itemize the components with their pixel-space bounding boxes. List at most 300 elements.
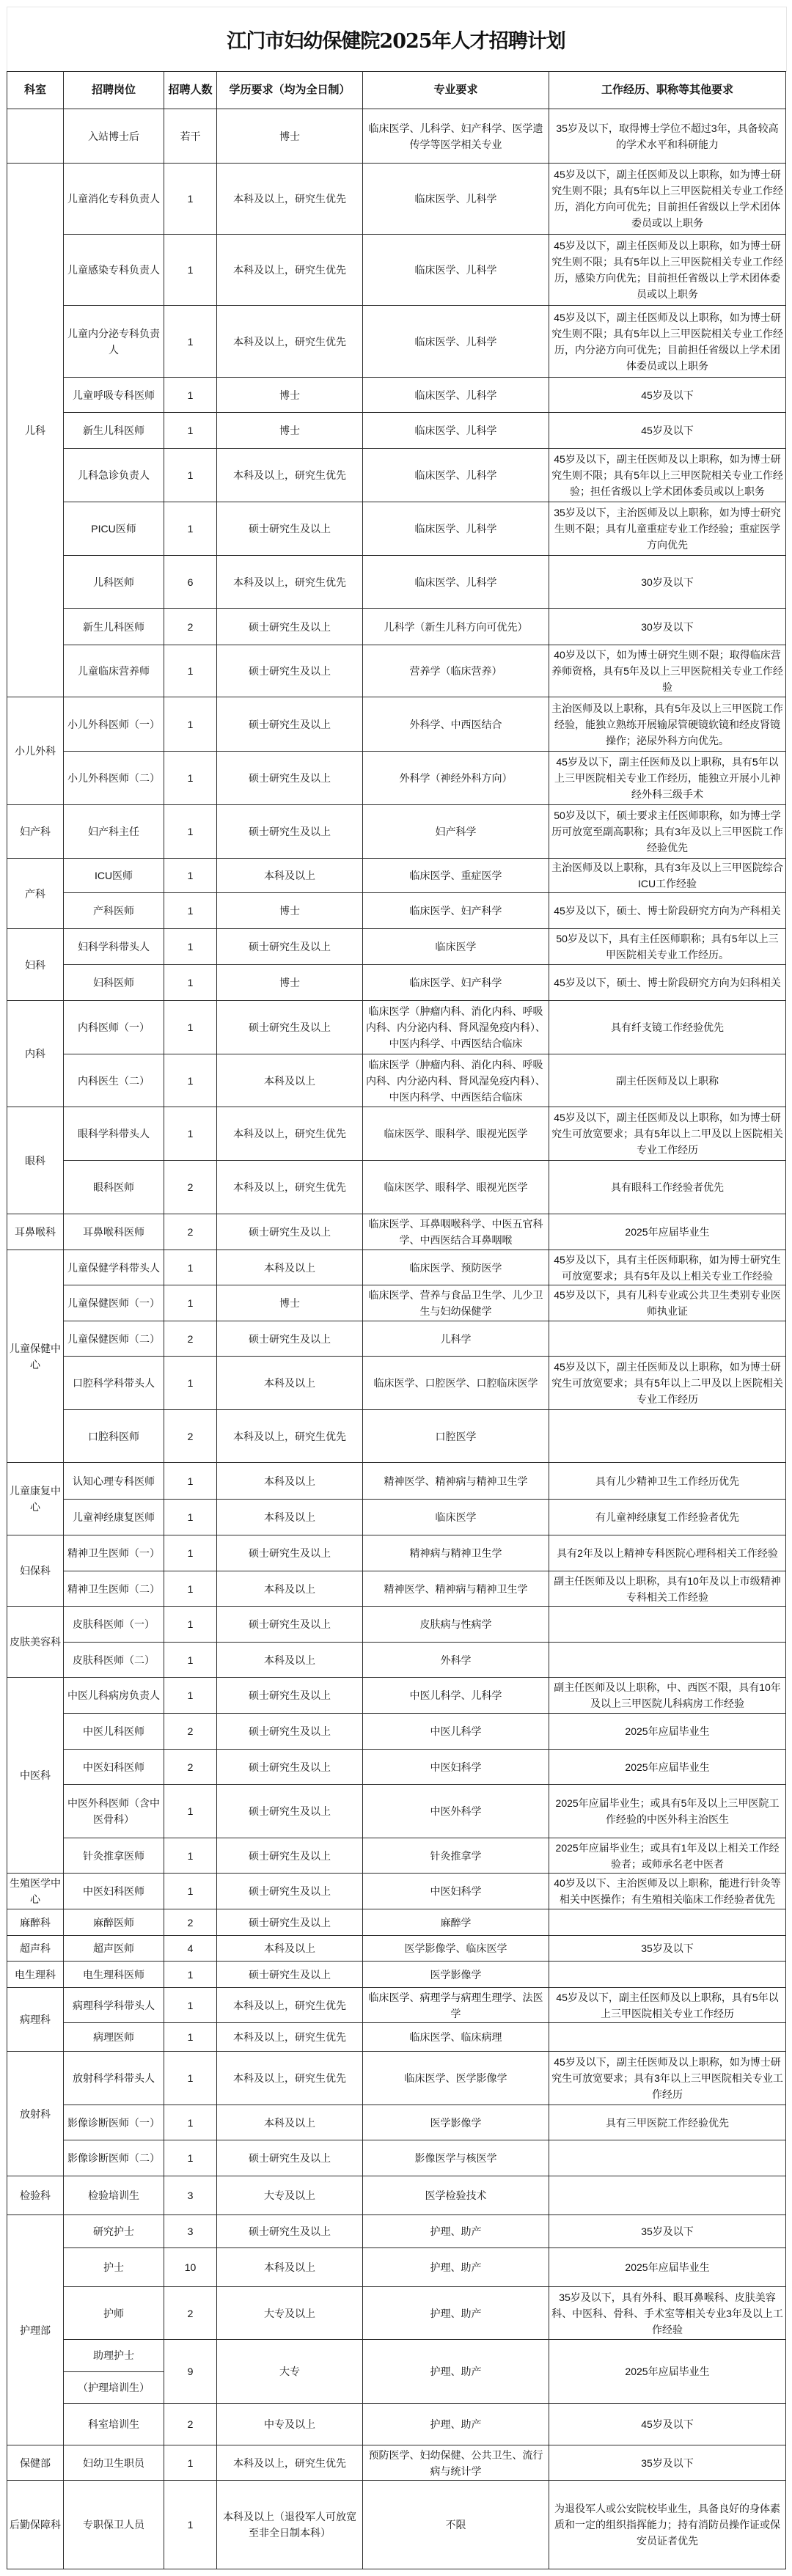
requirements-cell: 具有儿少精神卫生工作经历优先: [549, 1463, 786, 1500]
education-cell: 硕士研究生及以上: [217, 805, 363, 859]
education-cell: 硕士研究生及以上: [217, 1838, 363, 1874]
education-cell: 硕士研究生及以上: [217, 1214, 363, 1250]
major-cell: 临床医学（肿瘤内科、消化内科、呼吸内科、内分泌内科、肾风湿免疫内科）、中医内科学、中西医结合临床: [363, 1054, 549, 1107]
education-cell: 硕士研究生及以上: [217, 502, 363, 556]
education-cell: 大专及以上: [217, 2176, 363, 2215]
requirements-cell: 45岁及以下，具有儿科专业或公共卫生类别专业医师执业证: [549, 1285, 786, 1321]
count-cell: 2: [164, 2404, 217, 2445]
table-row: [7, 1107, 786, 1161]
table-row: [7, 378, 786, 413]
count-cell: 1: [164, 1785, 217, 1838]
education-cell: 大专: [217, 2340, 363, 2404]
major-cell: 精神病与精神卫生学: [363, 1535, 549, 1571]
major-cell: 临床医学、病理学与病理生理学、法医学: [363, 1988, 549, 2023]
count-cell: 1: [164, 1962, 217, 1988]
education-cell: 硕士研究生及以上: [217, 2215, 363, 2248]
position-cell: 儿童保健医师（二）: [64, 1321, 164, 1357]
table-row: [7, 893, 786, 929]
position-cell: 影像诊断医师（二）: [64, 2140, 164, 2176]
count-cell: 1: [164, 235, 217, 306]
position-cell: 麻醉医师: [64, 1909, 164, 1936]
education-cell: 本科及以上，研究生优先: [217, 164, 363, 235]
table-row: [7, 1535, 786, 1571]
position-cell: PICU医师: [64, 502, 164, 556]
count-cell: 2: [164, 609, 217, 645]
recruitment-table: [7, 71, 786, 2569]
education-cell: 本科及以上: [217, 1571, 363, 1607]
position-cell: 精神卫生医师（一）: [64, 1535, 164, 1571]
requirements-cell: 45岁及以下，副主任医师及以上职称，如为博士研究生则不限；具有5年以上三甲医院相关专业工作经历，消化方向可优先；目前担任省级以上学术团体委员或以上职务: [549, 164, 786, 235]
table-row: [7, 752, 786, 805]
education-cell: 硕士研究生及以上: [217, 1962, 363, 1988]
header-education: 学历要求（均为全日制）: [217, 72, 363, 109]
position-cell: 新生儿科医师: [64, 413, 164, 449]
major-cell: 影像医学与核医学: [363, 2140, 549, 2176]
position-cell: 研究护士: [64, 2215, 164, 2248]
header-major: 专业要求: [363, 72, 549, 109]
education-cell: 硕士研究生及以上: [217, 1321, 363, 1357]
count-cell: 1: [164, 1535, 217, 1571]
table-row: [7, 1988, 786, 2023]
education-cell: 硕士研究生及以上: [217, 2140, 363, 2176]
major-cell: 临床医学、重症医学: [363, 859, 549, 893]
education-cell: 本科及以上: [217, 1463, 363, 1500]
major-cell: 临床医学、儿科学: [363, 502, 549, 556]
position-cell: 护士: [64, 2248, 164, 2287]
table-row: [7, 235, 786, 306]
education-cell: 硕士研究生及以上: [217, 1750, 363, 1785]
table-row: [7, 2287, 786, 2340]
position-cell: 内科医生（二）: [64, 1054, 164, 1107]
major-cell: 口腔医学: [363, 1410, 549, 1463]
position-cell: 口腔科医师: [64, 1410, 164, 1463]
requirements-cell: [549, 2140, 786, 2176]
education-cell: 硕士研究生及以上: [217, 1001, 363, 1054]
requirements-cell: 45岁及以下: [549, 378, 786, 413]
count-cell: 1: [164, 1500, 217, 1535]
count-cell: 10: [164, 2248, 217, 2287]
table-row: [7, 1054, 786, 1107]
major-cell: 医学影像学、临床医学: [363, 1936, 549, 1962]
position-cell: 内科医师（一）: [64, 1001, 164, 1054]
major-cell: 临床医学、儿科学: [363, 306, 549, 378]
table-row: [7, 1714, 786, 1750]
major-cell: 临床医学、营养与食品卫生学、儿少卫生与妇幼保健学: [363, 1285, 549, 1321]
education-cell: 硕士研究生及以上: [217, 1535, 363, 1571]
major-cell: 外科学（神经外科方向）: [363, 752, 549, 805]
major-cell: 护理、助产: [363, 2215, 549, 2248]
major-cell: 临床医学（肿瘤内科、消化内科、呼吸内科、内分泌内科、肾风湿免疫内科）、中医内科学、中西医结合临床: [363, 1001, 549, 1054]
position-cell: 儿童消化专科负责人: [64, 164, 164, 235]
requirements-cell: 具有2年及以上精神专科医院心理科相关工作经验: [549, 1535, 786, 1571]
position-cell: 小儿外科医师（二）: [64, 752, 164, 805]
education-cell: 本科及以上: [217, 1643, 363, 1678]
major-cell: 针灸推拿学: [363, 1838, 549, 1874]
position-cell: 检验培训生: [64, 2176, 164, 2215]
education-cell: 本科及以上，研究生优先: [217, 2445, 363, 2481]
requirements-cell: 2025年应届毕业生: [549, 2340, 786, 2404]
count-cell: 1: [164, 2023, 217, 2052]
position-cell: 科室培训生: [64, 2404, 164, 2445]
requirements-cell: [549, 1607, 786, 1643]
department-cell: [7, 109, 64, 164]
table-row: [7, 109, 786, 164]
position-cell: 儿童保健学科带头人: [64, 1250, 164, 1285]
count-cell: 1: [164, 752, 217, 805]
education-cell: 大专及以上: [217, 2287, 363, 2340]
position-subtitle: （护理培训生）: [78, 2381, 150, 2393]
requirements-cell: 具有眼科工作经验者优先: [549, 1161, 786, 1214]
table-row: [7, 2481, 786, 2569]
table-row: [7, 1357, 786, 1410]
department-cell: 儿童保健中心: [7, 1250, 64, 1463]
requirements-cell: 副主任医师及以上职称，中、西医不限，具有10年及以上三甲医院儿科病房工作经验: [549, 1678, 786, 1714]
count-cell: 1: [164, 2445, 217, 2481]
requirements-cell: 2025年应届毕业生: [549, 2248, 786, 2287]
major-cell: 临床医学、医学影像学: [363, 2052, 549, 2105]
requirements-cell: 2025年应届毕业生；或具有5年及以上三甲医院工作经验的中医外科主治医生: [549, 1785, 786, 1838]
requirements-cell: 30岁及以下: [549, 556, 786, 609]
major-cell: 精神医学、精神病与精神卫生学: [363, 1463, 549, 1500]
education-cell: 博士: [217, 1285, 363, 1321]
education-cell: 本科及以上，研究生优先: [217, 2052, 363, 2105]
count-cell: 1: [164, 1250, 217, 1285]
count-cell: 1: [164, 893, 217, 929]
requirements-cell: 45岁及以下: [549, 413, 786, 449]
department-cell: 生殖医学中心: [7, 1874, 64, 1909]
table-row: [7, 1161, 786, 1214]
requirements-cell: 45岁及以下，副主任医师及以上职称，如为博士研究生则不限；具有5年以上三甲医院相关专业工作经历，内分泌方向可优先；目前担任省级以上学术团体委员或以上职务: [549, 306, 786, 378]
requirements-cell: [549, 1410, 786, 1463]
department-cell: 妇产科: [7, 805, 64, 859]
requirements-cell: 45岁及以下，副主任医师及以上职称，如为博士研究生可放宽要求；具有5年以上二甲及以上医院相关专业工作经历: [549, 1357, 786, 1410]
table-row: [7, 1500, 786, 1535]
requirements-cell: 2025年应届毕业生；或具有1年及以上相关工作经验者；或师承名老中医者: [549, 1838, 786, 1874]
education-cell: 本科及以上: [217, 2248, 363, 2287]
table-row: [7, 2140, 786, 2176]
requirements-cell: 45岁及以下: [549, 2404, 786, 2445]
major-cell: 中医儿科学: [363, 1714, 549, 1750]
position-cell: 妇科学科带头人: [64, 929, 164, 965]
count-cell: 2: [164, 1161, 217, 1214]
major-cell: 临床医学: [363, 929, 549, 965]
department-cell: 皮肤美容科: [7, 1607, 64, 1678]
major-cell: 中医儿科学、儿科学: [363, 1678, 549, 1714]
requirements-cell: [549, 2023, 786, 2052]
education-cell: 硕士研究生及以上: [217, 1874, 363, 1909]
position-cell: 儿童内分泌专科负责人: [64, 306, 164, 378]
position-cell: 儿童感染专科负责人: [64, 235, 164, 306]
count-cell: 1: [164, 2105, 217, 2140]
education-cell: 本科及以上，研究生优先: [217, 1107, 363, 1161]
table-row: [7, 1250, 786, 1285]
position-cell: 放射科学科带头人: [64, 2052, 164, 2105]
count-cell: 1: [164, 306, 217, 378]
table-row: [7, 1321, 786, 1357]
requirements-cell: 45岁及以下，副主任医师及以上职称，如为博士研究生则不限；具有5年以上三甲医院相关专业工作经验；担任省级以上学术团体委员或以上职务: [549, 449, 786, 502]
table-row: [7, 1750, 786, 1785]
department-cell: 超声科: [7, 1936, 64, 1962]
position-cell: 皮肤科医师（一）: [64, 1607, 164, 1643]
position-cell: 耳鼻喉科医师: [64, 1214, 164, 1250]
requirements-cell: 45岁及以下，硕士、博士阶段研究方向为妇科相关: [549, 965, 786, 1001]
count-cell: 1: [164, 929, 217, 965]
education-cell: 硕士研究生及以上: [217, 752, 363, 805]
major-cell: 医学影像学: [363, 2105, 549, 2140]
table-row: [7, 1678, 786, 1714]
education-cell: 博士: [217, 413, 363, 449]
major-cell: 精神医学、精神病与精神卫生学: [363, 1571, 549, 1607]
table-row: [7, 2023, 786, 2052]
department-cell: 儿童康复中心: [7, 1463, 64, 1535]
count-cell: 1: [164, 1678, 217, 1714]
requirements-cell: 35岁及以下: [549, 2215, 786, 2248]
table-row: [7, 1962, 786, 1988]
table-row: [7, 1571, 786, 1607]
count-cell: 2: [164, 1750, 217, 1785]
count-cell: 1: [164, 697, 217, 752]
department-cell: 妇保科: [7, 1535, 64, 1607]
education-cell: 硕士研究生及以上: [217, 697, 363, 752]
position-cell: 中医妇科医师: [64, 1874, 164, 1909]
position-cell: 儿童神经康复医师: [64, 1500, 164, 1535]
department-cell: 病理科: [7, 1988, 64, 2052]
major-cell: 护理、助产: [363, 2287, 549, 2340]
table-row: [7, 2404, 786, 2445]
header-requirements: 工作经历、职称等其他要求: [549, 72, 786, 109]
requirements-cell: 45岁及以下，副主任医师及以上职称，如为博士研究生则不限；具有5年以上三甲医院相关专业工作经历，感染方向优先；目前担任省级以上学术团体委员或以上职务: [549, 235, 786, 306]
education-cell: 硕士研究生及以上: [217, 929, 363, 965]
table-row: [7, 413, 786, 449]
table-row: [7, 859, 786, 893]
table-row: [7, 805, 786, 859]
count-cell: 1: [164, 502, 217, 556]
table-row: [7, 2215, 786, 2248]
count-cell: 1: [164, 1107, 217, 1161]
count-cell: 1: [164, 859, 217, 893]
count-cell: 1: [164, 1838, 217, 1874]
major-cell: 医学影像学: [363, 1962, 549, 1988]
education-cell: 硕士研究生及以上: [217, 609, 363, 645]
table-row: [7, 1785, 786, 1838]
education-cell: 本科及以上，研究生优先: [217, 1988, 363, 2023]
education-cell: 博士: [217, 378, 363, 413]
major-cell: 不限: [363, 2481, 549, 2569]
requirements-cell: [549, 2176, 786, 2215]
department-cell: 产科: [7, 859, 64, 929]
position-cell: 专职保卫人员: [64, 2481, 164, 2569]
table-row: [7, 1838, 786, 1874]
major-cell: 外科学: [363, 1643, 549, 1678]
requirements-cell: 2025年应届毕业生: [549, 1214, 786, 1250]
position-cell: 认知心理专科医师: [64, 1463, 164, 1500]
education-cell: 硕士研究生及以上: [217, 1714, 363, 1750]
requirements-cell: 30岁及以下: [549, 609, 786, 645]
count-cell: 2: [164, 1714, 217, 1750]
position-cell: 新生儿科医师: [64, 609, 164, 645]
table-row: [7, 1001, 786, 1054]
count-cell: 1: [164, 1285, 217, 1321]
position-cell: 产科医师: [64, 893, 164, 929]
count-cell: 2: [164, 1909, 217, 1936]
table-row: [7, 1607, 786, 1643]
position-cell: 护师: [64, 2287, 164, 2340]
position-cell: 眼科医师: [64, 1161, 164, 1214]
department-cell: 检验科: [7, 2176, 64, 2215]
education-cell: 硕士研究生及以上: [217, 645, 363, 697]
requirements-cell: 有儿童神经康复工作经验者优先: [549, 1500, 786, 1535]
count-cell: 2: [164, 1321, 217, 1357]
table-row: [7, 164, 786, 235]
major-cell: 外科学、中西医结合: [363, 697, 549, 752]
position-cell: 儿童呼吸专科医师: [64, 378, 164, 413]
education-cell: 博士: [217, 965, 363, 1001]
count-cell: 1: [164, 449, 217, 502]
education-cell: 本科及以上，研究生优先: [217, 449, 363, 502]
requirements-cell: 45岁及以下，副主任医师及以上职称，如为博士研究生可放宽要求；具有5年以上二甲及以上医院相关专业工作经历: [549, 1107, 786, 1161]
count-cell: 1: [164, 1571, 217, 1607]
requirements-cell: 45岁及以下，副主任医师及以上职称，如为博士研究生可放宽要求；具有3年以上三甲医院相关专业工作经历: [549, 2052, 786, 2105]
requirements-cell: 主治医师及以上职称，具有3年及以上三甲医院综合ICU工作经验: [549, 859, 786, 893]
department-cell: 妇科: [7, 929, 64, 1001]
requirements-cell: 35岁及以下: [549, 1936, 786, 1962]
major-cell: 临床医学、儿科学: [363, 413, 549, 449]
count-cell: 1: [164, 1357, 217, 1410]
requirements-cell: 具有三甲医院工作经验优先: [549, 2105, 786, 2140]
table-row: [7, 929, 786, 965]
table-row: [7, 306, 786, 378]
count-cell: 1: [164, 413, 217, 449]
education-cell: 本科及以上，研究生优先: [217, 1161, 363, 1214]
position-title: 助理护士: [64, 2340, 164, 2372]
major-cell: 儿科学（新生儿科方向可优先）: [363, 609, 549, 645]
major-cell: 临床医学、口腔医学、口腔临床医学: [363, 1357, 549, 1410]
department-cell: 中医科: [7, 1678, 64, 1874]
table-row: [7, 1410, 786, 1463]
major-cell: 中医妇科学: [363, 1750, 549, 1785]
major-cell: 妇产科学: [363, 805, 549, 859]
education-cell: 博士: [217, 893, 363, 929]
table-row: [7, 449, 786, 502]
requirements-cell: [549, 1321, 786, 1357]
major-cell: 中医外科学: [363, 1785, 549, 1838]
count-cell: 1: [164, 1643, 217, 1678]
requirements-cell: 40岁及以下、主治医师及以上职称，能进行针灸等相关中医操作；有生殖相关临床工作经验者优先: [549, 1874, 786, 1909]
requirements-cell: 45岁及以下，具有主任医师职称，如为博士研究生可放宽要求；具有5年及以上相关专业工作经验: [549, 1250, 786, 1285]
position-cell: [64, 2340, 164, 2404]
count-cell: 2: [164, 2287, 217, 2340]
table-row: [7, 965, 786, 1001]
table-row: [7, 1285, 786, 1321]
education-cell: 本科及以上: [217, 1500, 363, 1535]
requirements-cell: 35岁及以下，具有外科、眼耳鼻喉科、皮肤美容科、中医科、骨科、手术室等相关专业3年及以上工作经验: [549, 2287, 786, 2340]
education-cell: 中专及以上: [217, 2404, 363, 2445]
requirements-cell: 2025年应届毕业生: [549, 1714, 786, 1750]
major-cell: 皮肤病与性病学: [363, 1607, 549, 1643]
position-cell: 儿科急诊负责人: [64, 449, 164, 502]
requirements-cell: 副主任医师及以上职称，具有10年及以上市级精神专科相关工作经验: [549, 1571, 786, 1607]
table-row: [7, 556, 786, 609]
education-cell: 本科及以上，研究生优先: [217, 306, 363, 378]
education-cell: 硕士研究生及以上: [217, 1678, 363, 1714]
position-cell: 妇科医师: [64, 965, 164, 1001]
count-cell: 1: [164, 1988, 217, 2023]
department-cell: 内科: [7, 1001, 64, 1107]
department-cell: 麻醉科: [7, 1909, 64, 1936]
position-cell: 电生理科医师: [64, 1962, 164, 1988]
requirements-cell: 40岁及以下，如为博士研究生则不限；取得临床营养师资格，具有5年及以上三甲医院相关专业工作经验: [549, 645, 786, 697]
requirements-cell: 35岁及以下: [549, 2445, 786, 2481]
count-cell: 1: [164, 164, 217, 235]
position-cell: 妇幼卫生职员: [64, 2445, 164, 2481]
count-cell: 1: [164, 645, 217, 697]
requirements-cell: 具有纤支镜工作经验优先: [549, 1001, 786, 1054]
education-cell: 本科及以上，研究生优先: [217, 235, 363, 306]
position-split: [64, 2340, 164, 2403]
table-row: [7, 1643, 786, 1678]
table-row: [7, 502, 786, 556]
education-cell: 本科及以上: [217, 1936, 363, 1962]
position-cell: 针灸推拿医师: [64, 1838, 164, 1874]
position-cell: 中医儿科医师: [64, 1714, 164, 1750]
department-cell: 护理部: [7, 2215, 64, 2445]
department-cell: 耳鼻喉科: [7, 1214, 64, 1250]
department-cell: 眼科: [7, 1107, 64, 1214]
department-cell: 后勤保障科: [7, 2481, 64, 2569]
header-position: 招聘岗位: [64, 72, 164, 109]
page-title: 江门市妇幼保健院2025年人才招聘计划: [227, 29, 565, 53]
position-cell: 眼科学科带头人: [64, 1107, 164, 1161]
count-cell: 1: [164, 2140, 217, 2176]
major-cell: 中医妇科学: [363, 1874, 549, 1909]
count-cell: 9: [164, 2340, 217, 2404]
position-cell: 妇产科主任: [64, 805, 164, 859]
education-cell: 本科及以上，研究生优先: [217, 556, 363, 609]
major-cell: 临床医学、耳鼻咽喉科学、中医五官科学、中西医结合耳鼻咽喉: [363, 1214, 549, 1250]
table-row: [7, 2340, 786, 2404]
position-cell: 儿科医师: [64, 556, 164, 609]
education-cell: 硕士研究生及以上: [217, 1607, 363, 1643]
count-cell: 4: [164, 1936, 217, 1962]
major-cell: 临床医学、儿科学: [363, 164, 549, 235]
count-cell: 6: [164, 556, 217, 609]
table-row: [7, 1463, 786, 1500]
table-row: [7, 2445, 786, 2481]
count-cell: 1: [164, 1054, 217, 1107]
count-cell: 若干: [164, 109, 217, 164]
count-cell: 1: [164, 805, 217, 859]
position-cell: 中医儿科病房负责人: [64, 1678, 164, 1714]
department-cell: 小儿外科: [7, 697, 64, 805]
count-cell: 1: [164, 2481, 217, 2569]
table-row: [7, 697, 786, 752]
count-cell: 1: [164, 378, 217, 413]
major-cell: 护理、助产: [363, 2248, 549, 2287]
count-cell: 1: [164, 1001, 217, 1054]
table-row: [7, 2248, 786, 2287]
major-cell: 临床医学、儿科学: [363, 235, 549, 306]
major-cell: 医学检验技术: [363, 2176, 549, 2215]
education-cell: 本科及以上: [217, 859, 363, 893]
major-cell: 儿科学: [363, 1321, 549, 1357]
requirements-cell: 副主任医师及以上职称: [549, 1054, 786, 1107]
table-row: [7, 1874, 786, 1909]
position-cell: 口腔科学科带头人: [64, 1357, 164, 1410]
position-cell: 中医妇科医师: [64, 1750, 164, 1785]
department-cell: 保健部: [7, 2445, 64, 2481]
table-row: [7, 2176, 786, 2215]
count-cell: 2: [164, 1214, 217, 1250]
